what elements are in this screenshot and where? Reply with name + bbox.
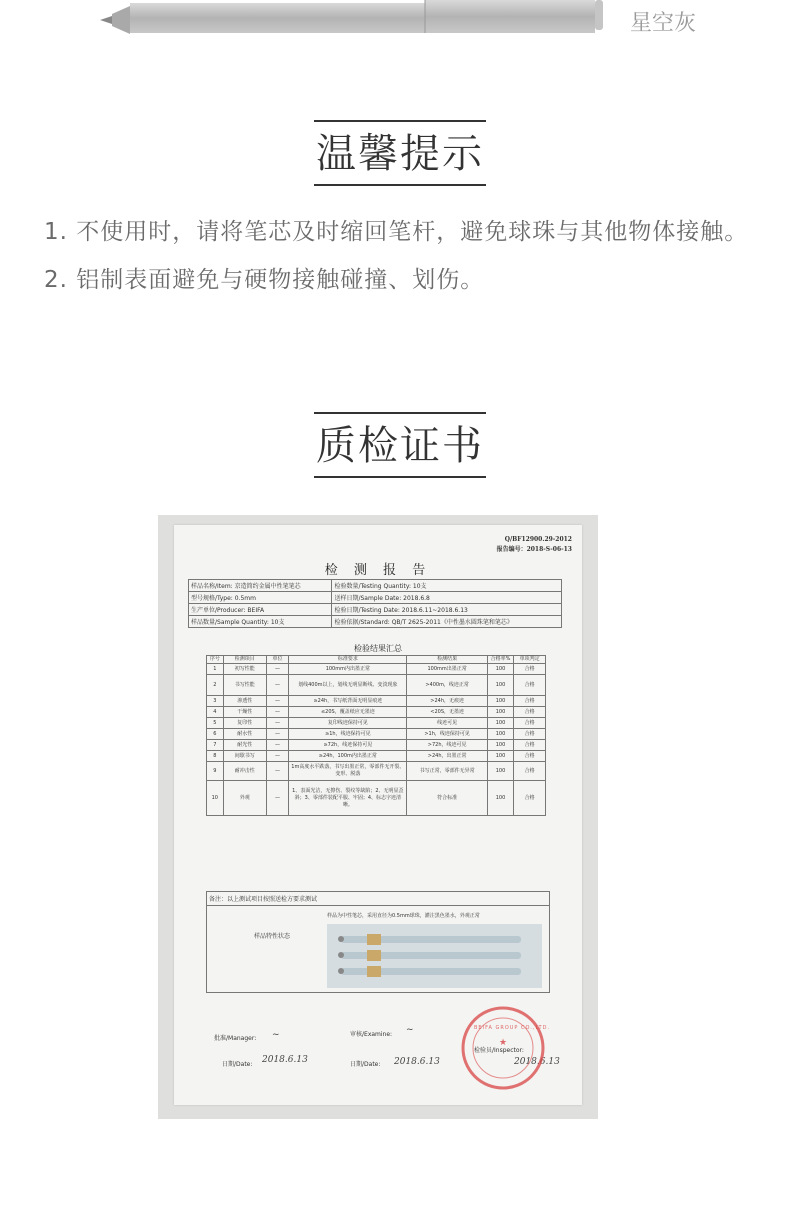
table-cell: 7 — [207, 740, 224, 751]
table-cell: 6 — [207, 729, 224, 740]
report-number: 报告编号：2018-S-06-13 — [496, 546, 572, 553]
table-cell: 耐冲击性 — [223, 762, 266, 781]
reviewer-signature: ~ — [406, 1025, 414, 1035]
table-row — [207, 675, 546, 696]
table-cell: 合格 — [514, 696, 546, 707]
reviewer-date: 2018.6.13 — [394, 1057, 440, 1067]
table-row — [207, 718, 546, 729]
table-cell: 复印线迹保持可见 — [289, 718, 407, 729]
report-title: 检 测 报 告 — [324, 563, 432, 578]
note: 备注：以上测试项目按照送检方要求测试 — [206, 891, 550, 906]
table-row — [207, 664, 546, 675]
table-cell: 100 — [487, 751, 513, 762]
table-cell: — — [266, 696, 288, 707]
table-cell: 耐光性 — [223, 740, 266, 751]
table-cell: ≥24h，100m内出墨正常 — [289, 751, 407, 762]
table-cell: >400m，线迹正常 — [407, 675, 487, 696]
table-cell: 合格 — [514, 664, 546, 675]
info-cell: 检验依据/Standard: QB/T 2625-2011《中性墨水圆珠笔和笔芯》 — [332, 616, 562, 628]
stamp-text: BEIFA GROUP CO.,LTD. — [474, 1025, 551, 1031]
table-cell: 合格 — [514, 751, 546, 762]
header-cell: 检测项目 — [223, 656, 266, 664]
info-cell: 样品名称/Item: 京造简约金属中性笔笔芯 — [189, 580, 332, 592]
info-cell: 检验数量/Testing Quantity: 10支 — [332, 580, 562, 592]
table-cell: 4 — [207, 707, 224, 718]
table-cell: — — [266, 781, 288, 816]
table-row — [207, 729, 546, 740]
info-cell: 送样日期/Sample Date: 2018.6.8 — [332, 592, 562, 604]
table-cell: 5 — [207, 718, 224, 729]
table-cell: 100mm出墨正常 — [407, 664, 487, 675]
table-row — [207, 696, 546, 707]
table-cell: — — [266, 729, 288, 740]
table-cell: 100 — [487, 762, 513, 781]
header-cell: 单位 — [266, 656, 288, 664]
table-cell: — — [266, 664, 288, 675]
company-stamp — [458, 1003, 551, 1093]
table-cell: 耐水性 — [223, 729, 266, 740]
table-cell: ≤20S，覆盖纸应无墨迹 — [289, 707, 407, 718]
table-cell: 合格 — [514, 762, 546, 781]
table-cell: 合格 — [514, 707, 546, 718]
inspector-label: 检验员/Inspector: — [474, 1047, 524, 1054]
table-cell: 合格 — [514, 675, 546, 696]
table-cell: 8 — [207, 751, 224, 762]
table-cell: 干燥性 — [223, 707, 266, 718]
results-header — [207, 656, 546, 664]
table-cell: >24h，无痕迹 — [407, 696, 487, 707]
table-cell: 100 — [487, 781, 513, 816]
table-cell: — — [266, 762, 288, 781]
reviewer-date-label: 日期/Date: — [350, 1061, 381, 1068]
info-cell: 检验日期/Testing Date: 2018.6.11~2018.6.13 — [332, 604, 562, 616]
table-cell: 符合标准 — [407, 781, 487, 816]
table-cell: 100 — [487, 707, 513, 718]
table-cell: — — [266, 718, 288, 729]
info-row — [189, 616, 562, 628]
table-cell: ≥72h，线迹保持可见 — [289, 740, 407, 751]
table-cell: 2 — [207, 675, 224, 696]
reviewer-label: 审核/Examine: — [350, 1031, 393, 1038]
info-table — [188, 579, 562, 628]
table-cell: 100 — [487, 718, 513, 729]
table-cell: 合格 — [514, 740, 546, 751]
table-cell: 100 — [487, 664, 513, 675]
tips-heading — [0, 120, 800, 186]
summary-title: 检验结果汇总 — [354, 644, 402, 653]
tips-title: 温馨提示 — [314, 120, 486, 186]
sample-photo — [327, 924, 542, 988]
table-cell: 合格 — [514, 729, 546, 740]
info-row — [189, 604, 562, 616]
table-cell: 书写性能 — [223, 675, 266, 696]
info-cell: 型号规格/Type: 0.5mm — [189, 592, 332, 604]
table-cell: 100 — [487, 696, 513, 707]
table-cell: 100 — [487, 675, 513, 696]
standard-code: Q/BF12900.29-2012 — [504, 536, 572, 543]
table-cell: 1m高度水平跌落，书写出墨正常，零部件无开裂、变形、脱落 — [289, 762, 407, 781]
table-cell: 外观 — [223, 781, 266, 816]
table-row — [207, 707, 546, 718]
table-cell: >72h，线迹可见 — [407, 740, 487, 751]
table-cell: 9 — [207, 762, 224, 781]
certificate-paper — [174, 525, 582, 1105]
table-cell: 初写性能 — [223, 664, 266, 675]
sample-desc: 样品为中性笔芯，采用直径为0.5mm球珠，灌注黑色墨水，外观正常 — [327, 913, 480, 919]
table-row — [207, 762, 546, 781]
tip-item: 2. 铝制表面避免与硬物接触碰撞、划伤。 — [44, 267, 485, 293]
info-row — [189, 580, 562, 592]
sample-label: 样品特性状态 — [253, 933, 290, 940]
table-row — [207, 751, 546, 762]
info-cell: 生产单位/Producer: BEIFA — [189, 604, 332, 616]
approver-label: 批准/Manager: — [214, 1035, 257, 1042]
table-cell: 划线400m以上，划线无明显断线、变淡现象 — [289, 675, 407, 696]
color-label: 星空灰 — [630, 11, 697, 36]
header-cell: 检测结果 — [407, 656, 487, 664]
table-cell: 复印性 — [223, 718, 266, 729]
svg-text:★: ★ — [498, 1038, 508, 1048]
table-cell: 10 — [207, 781, 224, 816]
results-table — [206, 655, 546, 816]
tip-item: 1. 不使用时，请将笔芯及时缩回笔杆，避免球珠与其他物体接触。 — [44, 219, 749, 245]
report-code — [497, 535, 572, 555]
table-cell: 间歇书写 — [223, 751, 266, 762]
table-cell: — — [266, 707, 288, 718]
table-cell: 100mm内出墨正常 — [289, 664, 407, 675]
cert-title: 质检证书 — [314, 412, 486, 478]
table-cell: — — [266, 740, 288, 751]
info-cell: 样品数量/Sample Quantity: 10支 — [189, 616, 332, 628]
table-row — [207, 781, 546, 816]
table-cell: >24h，出墨正常 — [407, 751, 487, 762]
table-cell: 渗透性 — [223, 696, 266, 707]
table-cell: 合格 — [514, 781, 546, 816]
table-cell: 书写正常，零部件无异常 — [407, 762, 487, 781]
info-row — [189, 592, 562, 604]
table-cell: >1h，线迹保持可见 — [407, 729, 487, 740]
approver-date-label: 日期/Date: — [222, 1061, 253, 1068]
table-cell: <20S，无墨迹 — [407, 707, 487, 718]
header-cell: 标准要求 — [289, 656, 407, 664]
sample-box — [206, 905, 550, 993]
cert-heading — [0, 412, 800, 478]
table-cell: 1、表面光洁，无擦伤、裂纹等缺陷；2、无明显歪斜；3、零部件装配平服、牢固；4、标志字迹清晰。 — [289, 781, 407, 816]
table-cell: ≥24h，书写纸背面无明显痕迹 — [289, 696, 407, 707]
tips-list — [44, 210, 764, 306]
table-cell: 100 — [487, 729, 513, 740]
approver-date: 2018.6.13 — [262, 1055, 308, 1065]
certificate-image — [158, 515, 598, 1119]
approver-signature: ~ — [272, 1030, 280, 1040]
table-cell: — — [266, 751, 288, 762]
table-cell: 合格 — [514, 718, 546, 729]
table-cell: ≥1h，线迹保持可见 — [289, 729, 407, 740]
table-cell: 100 — [487, 740, 513, 751]
table-cell: 1 — [207, 664, 224, 675]
table-row — [207, 740, 546, 751]
table-cell: 线迹可见 — [407, 718, 487, 729]
inspector-date: 2018.6.13 — [514, 1057, 560, 1067]
table-cell: — — [266, 675, 288, 696]
header-cell: 单项判定 — [514, 656, 546, 664]
header-cell: 序号 — [207, 656, 224, 664]
table-cell: 3 — [207, 696, 224, 707]
header-cell: 合格率% — [487, 656, 513, 664]
